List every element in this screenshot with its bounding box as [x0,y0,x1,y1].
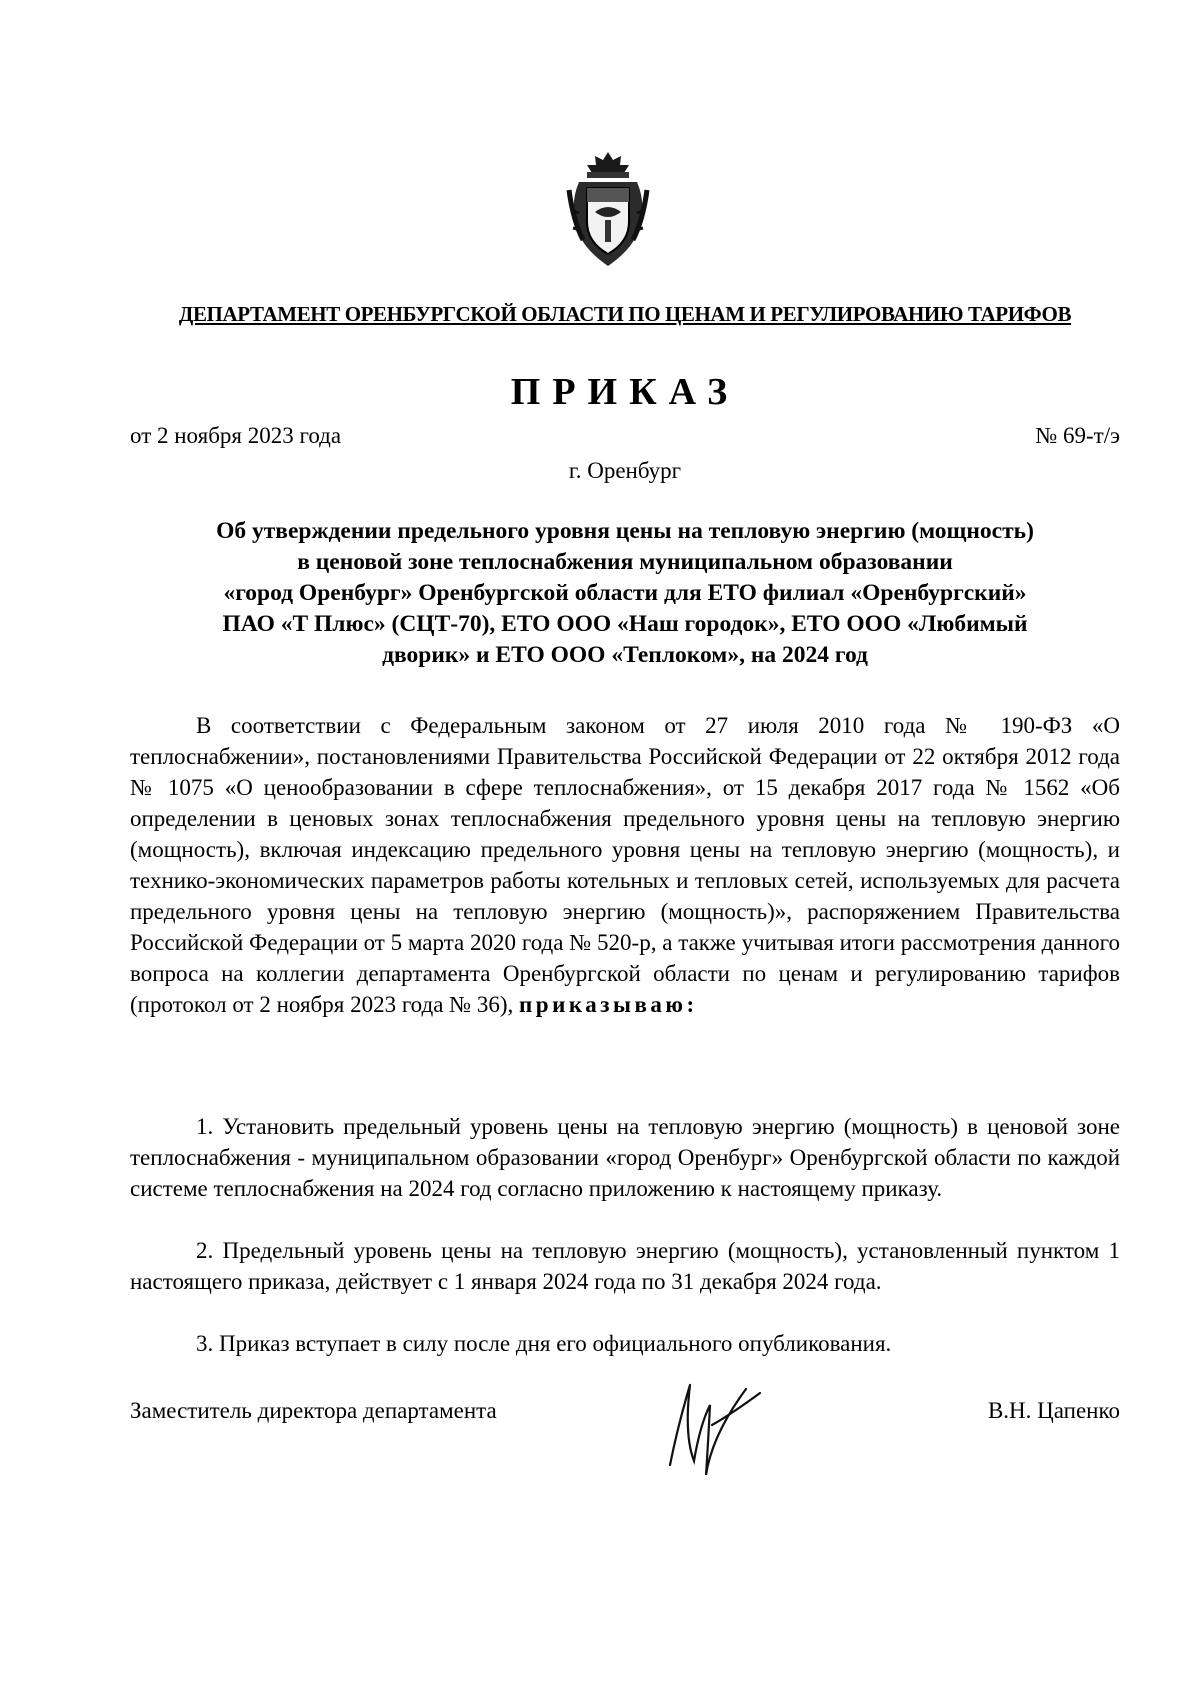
order-item-text: 3. Приказ вступает в силу после дня его официального опубликования. [196,1331,892,1356]
signatory-position: Заместитель директора департамента [130,1398,497,1423]
order-subject [130,516,1120,671]
subject-line: «город Оренбург» Оренбургской области для ЕТО филиал «Оренбургский» [223,580,1027,606]
order-number: № 69-т/э [1035,423,1120,448]
subject-line: Об утверждении предельного уровня цены на тепловую энергию (мощность) [216,518,1034,544]
subject-line: в ценовой зоне теплоснабжения муниципальном образовании [297,549,953,575]
order-word: приказываю: [519,992,698,1017]
order-date: от 2 ноября 2023 года [130,423,342,448]
legal-basis-paragraph [130,710,1120,1020]
department-name: ДЕПАРТАМЕНТ ОРЕНБУРГСКОЙ ОБЛАСТИ ПО ЦЕНАМ И РЕГУЛИРОВАНИЮ ТАРИФОВ [178,302,1072,326]
order-item [130,1235,1120,1297]
document-title: ПРИКАЗ [510,371,740,413]
coat-of-arms-emblem [565,150,651,270]
subject-line: ПАО «Т Плюс» (СЦТ-70), ЕТО ООО «Наш городок», ЕТО ООО «Любимый [222,611,1028,637]
order-item [130,1111,1120,1204]
order-item-text: 2. Предельный уровень цены на тепловую энергию (мощность), установленный пунктом 1 настоящего приказа, действует с 1 января 2024 года по 31 декабря 2024 года. [130,1238,1120,1294]
order-item [130,1328,1120,1359]
order-item-text: 1. Установить предельный уровень цены на тепловую энергию (мощность) в ценовой зоне теплоснабжения - муниципальном образовании «город Оренбург» Оренбургской области по каждой системе теплоснабжения на 2024 год согласно приложению к настоящему приказу. [130,1114,1120,1201]
order-city: г. Оренбург [568,458,682,483]
signatory-name: В.Н. Цапенко [987,1398,1120,1423]
legal-basis-text: В соответствии с Федеральным законом от 27 июля 2010 года № 190-ФЗ «О теплоснабжении», постановлениями Правительства Российской Федерации от 22 октября 2012 года № 1075 «О ценообразовании в сфере теплоснабжения», от 15 декабря 2017 года № 1562 «Об определении в ценовых зонах теплоснабжения предельного уровня цены на тепловую энергию (мощность), включая индексацию предельного уровня цены на тепловую энергию (мощность), и технико-экономических параметров работы котельных и тепловых сетей, используемых для расчета предельного уровня цены на тепловую энергию (мощность)», распоряжением Правительства Российской Федерации от 5 марта 2020 года № 520-р, а также учитывая итоги рассмотрения данного вопроса на коллегии департамента Оренбургской области по ценам и регулированию тарифов (протокол от 2 ноября 2023 года № 36), [130,713,1120,1017]
subject-line: дворик» и ЕТО ООО «Теплоком», на 2024 год [382,642,868,668]
handwritten-signature [650,1365,780,1485]
